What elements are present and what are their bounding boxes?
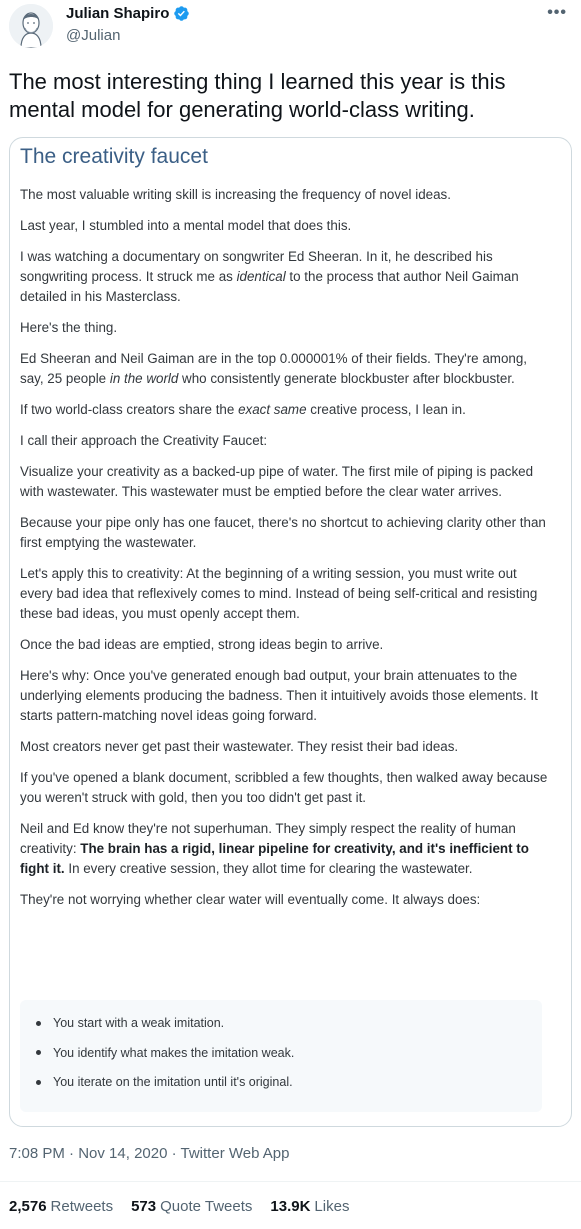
likes-stat[interactable]: 13.9K Likes xyxy=(270,1198,350,1215)
tweet-time[interactable]: 7:08 PM xyxy=(9,1145,65,1162)
paragraph: Here's why: Once you've generated enough bad output, your brain attenuates to the underlying elements producing the badness. Then it intuitively avoids those elements. It starts pattern-matching novel ideas going forward. xyxy=(20,668,538,723)
paragraph: Because your pipe only has one faucet, there's no shortcut to achieving clarity other than first emptying the wastewater. xyxy=(20,515,546,550)
document-title: The creativity faucet xyxy=(20,145,208,168)
paragraph: Ed Sheeran and Neil Gaiman are in the top 0.000001% of their fields. They're among, say, 25 people in the world who consistently generate blockbuster after blockbuster. xyxy=(20,351,528,386)
bullet-icon xyxy=(36,1050,41,1055)
paragraph: Last year, I stumbled into a mental model that does this. xyxy=(20,218,352,233)
paragraph: Once the bad ideas are emptied, strong ideas begin to arrive. xyxy=(20,637,384,652)
attached-image-document[interactable] xyxy=(9,137,572,1127)
list-item: You iterate on the imitation until it's original. xyxy=(36,1075,542,1089)
list-item: You start with a weak imitation. xyxy=(36,1016,542,1030)
verified-badge-icon xyxy=(173,5,190,22)
avatar[interactable] xyxy=(9,4,53,48)
paragraph: If two world-class creators share the exact same creative process, I lean in. xyxy=(20,402,466,417)
paragraph: I call their approach the Creativity Faucet: xyxy=(20,433,268,448)
paragraph: The most valuable writing skill is increasing the frequency of novel ideas. xyxy=(20,187,451,202)
list-item: You identify what makes the imitation weak. xyxy=(36,1046,542,1060)
tweet-stats xyxy=(9,1198,367,1215)
bullet-icon xyxy=(36,1080,41,1085)
retweets-stat[interactable]: 2,576 Retweets xyxy=(9,1198,114,1215)
avatar-illustration-icon xyxy=(9,4,53,48)
divider xyxy=(0,1181,581,1182)
bullet-callout xyxy=(20,1000,542,1112)
more-options-icon[interactable]: ••• xyxy=(547,4,567,21)
tweet-header xyxy=(0,0,581,60)
quote-tweets-stat[interactable]: 573 Quote Tweets xyxy=(131,1198,253,1215)
paragraph: I was watching a documentary on songwriter Ed Sheeran. In it, he described his songwriting process. It struck me as identical to the process that author Neil Gaiman detailed in his Masterclass. xyxy=(20,249,519,304)
paragraph: Most creators never get past their wastewater. They resist their bad ideas. xyxy=(20,739,459,754)
author-handle[interactable]: @Julian xyxy=(66,27,121,44)
meta-separator: · xyxy=(64,1145,79,1162)
meta-separator: · xyxy=(167,1145,181,1162)
paragraph: Neil and Ed know they're not superhuman. They simply respect the reality of human creativity: The brain has a rigid, linear pipeline for creativity, and it's inefficient to fight it. In every creative session, they allot time for clearing the wastewater. xyxy=(20,821,529,876)
paragraph: They're not worrying whether clear water will eventually come. It always does: xyxy=(20,892,481,907)
bullet-icon xyxy=(36,1021,41,1026)
paragraph: If you've opened a blank document, scribbled a few thoughts, then walked away because you weren't struck with gold, then you too didn't get past it. xyxy=(20,770,548,805)
paragraph: Let's apply this to creativity: At the beginning of a writing session, you must write out every bad idea that reflexively comes to mind. Instead of being self-critical and resisting these bad ideas, you must openly accept them. xyxy=(20,566,538,621)
paragraph: Here's the thing. xyxy=(20,320,118,335)
author-name[interactable]: Julian Shapiro xyxy=(66,5,170,22)
tweet-source[interactable]: Twitter Web App xyxy=(180,1145,290,1162)
bullet-list xyxy=(20,1000,542,1089)
tweet-text: The most interesting thing I learned this year is this mental model for generating world-class writing. xyxy=(9,69,506,122)
tweet-date[interactable]: Nov 14, 2020 xyxy=(78,1145,168,1162)
tweet-meta xyxy=(9,1145,289,1162)
document-body xyxy=(20,185,550,921)
author-name-row[interactable] xyxy=(66,5,190,22)
paragraph: Visualize your creativity as a backed-up pipe of water. The first mile of piping is packed with wastewater. This wastewater must be emptied before the clear water arrives. xyxy=(20,464,534,499)
